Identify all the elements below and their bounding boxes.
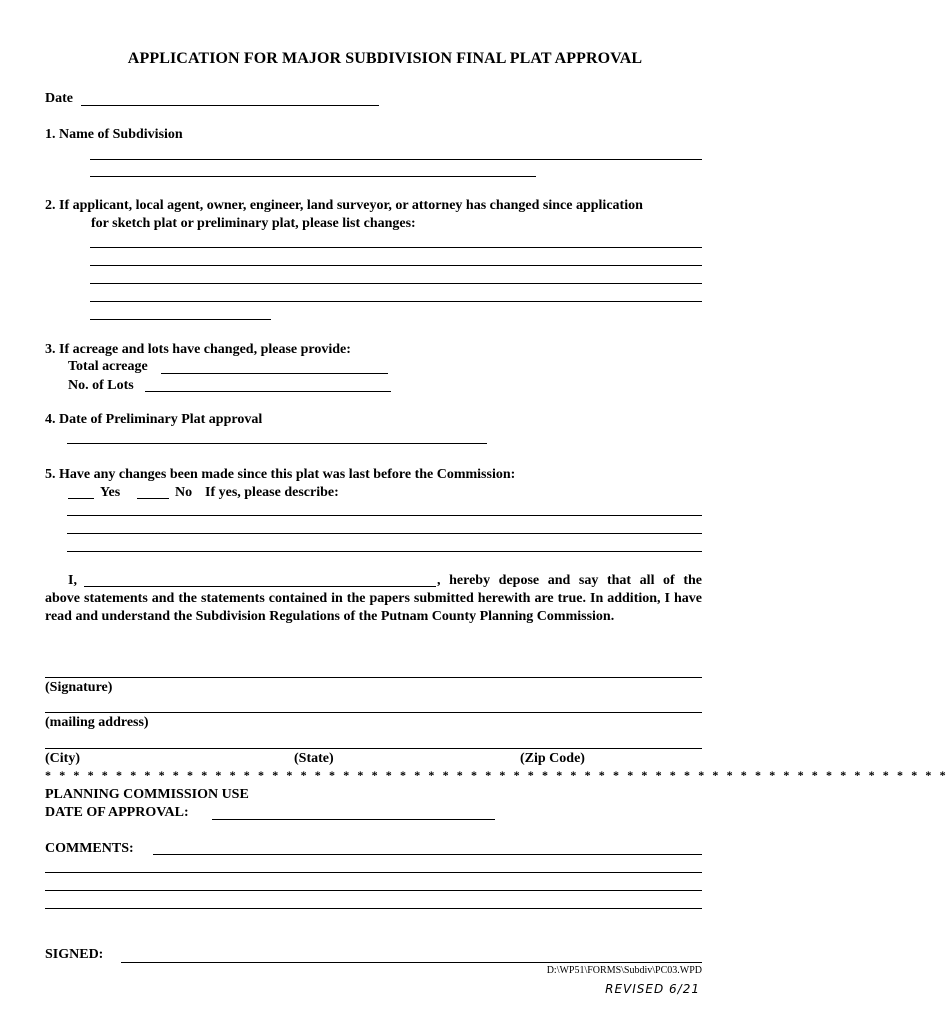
comments-line-1[interactable] bbox=[153, 854, 702, 855]
describe-line-3[interactable] bbox=[67, 551, 702, 552]
signature-line[interactable] bbox=[45, 677, 702, 678]
q1-label: 1. Name of Subdivision bbox=[45, 127, 183, 142]
comments-label: COMMENTS: bbox=[45, 841, 134, 856]
signature-label: (Signature) bbox=[45, 680, 113, 695]
comments-line-4[interactable] bbox=[45, 908, 702, 909]
comments-line-3[interactable] bbox=[45, 890, 702, 891]
mailing-address-line[interactable] bbox=[45, 712, 702, 713]
no-label: No bbox=[175, 485, 193, 500]
yes-blank[interactable] bbox=[68, 498, 94, 499]
total-acreage-field[interactable] bbox=[161, 373, 388, 374]
changes-line-3[interactable] bbox=[90, 283, 702, 284]
no-blank[interactable] bbox=[137, 498, 169, 499]
q5-label: 5. Have any changes been made since this plat was last before the Commission: bbox=[45, 467, 516, 482]
mailing-address-label: (mailing address) bbox=[45, 715, 149, 730]
lots-field[interactable] bbox=[145, 391, 391, 392]
describe-line-1[interactable] bbox=[67, 515, 702, 516]
applicant-name-field[interactable] bbox=[84, 586, 436, 587]
approval-date-field[interactable] bbox=[212, 819, 495, 820]
revised-stamp: REVISED 6/21 bbox=[605, 982, 700, 996]
commission-use-heading: PLANNING COMMISSION USE bbox=[45, 787, 249, 802]
changes-line-1[interactable] bbox=[90, 247, 702, 248]
q4-label: 4. Date of Preliminary Plat approval bbox=[45, 412, 263, 427]
changes-line-2[interactable] bbox=[90, 265, 702, 266]
lots-label: No. of Lots bbox=[68, 378, 134, 393]
changes-line-5[interactable] bbox=[90, 319, 271, 320]
preliminary-approval-date-field[interactable] bbox=[67, 443, 487, 444]
q2-label-line2: for sketch plat or preliminary plat, please list changes: bbox=[91, 216, 416, 231]
q2-label-line1: 2. If applicant, local agent, owner, engineer, land surveyor, or attorney has changed since application bbox=[45, 198, 643, 213]
approval-date-label: DATE OF APPROVAL: bbox=[45, 805, 189, 820]
depose-rest: , hereby depose and say that all of the bbox=[437, 573, 702, 588]
q3-label: 3. If acreage and lots have changed, please provide: bbox=[45, 342, 351, 357]
signed-label: SIGNED: bbox=[45, 947, 104, 962]
separator-stars: * * * * * * * * * * * * * * * * * * * * * * * * * * * * * * * * * * * * * * * * * * * * * * * * * * * * * * * * * * * * * * * * bbox=[45, 768, 948, 782]
total-acreage-label: Total acreage bbox=[68, 359, 148, 374]
zip-label: (Zip Code) bbox=[520, 751, 585, 766]
depose-i: I, bbox=[68, 573, 77, 588]
date-label: Date bbox=[45, 91, 73, 106]
subdivision-name-line-2[interactable] bbox=[90, 176, 536, 177]
city-state-zip-line[interactable] bbox=[45, 748, 702, 749]
comments-line-2[interactable] bbox=[45, 872, 702, 873]
changes-line-4[interactable] bbox=[90, 301, 702, 302]
subdivision-name-line-1[interactable] bbox=[90, 159, 702, 160]
form-title: APPLICATION FOR MAJOR SUBDIVISION FINAL PLAT APPROVAL bbox=[127, 50, 643, 67]
describe-label: If yes, please describe: bbox=[205, 485, 339, 500]
yes-label: Yes bbox=[100, 485, 121, 500]
file-path: D:\WP51\FORMS\Subdiv\PC03.WPD bbox=[546, 965, 702, 976]
depose-paragraph: above statements and the statements contained in the papers submitted herewith are true. In addition, I have read and understand the Subdivision Regulations of the Putnam County Planning Commission. bbox=[45, 591, 702, 624]
describe-line-2[interactable] bbox=[67, 533, 702, 534]
state-label: (State) bbox=[294, 751, 334, 766]
date-field[interactable] bbox=[81, 105, 379, 106]
signed-line[interactable] bbox=[121, 962, 702, 963]
city-label: (City) bbox=[45, 751, 80, 766]
